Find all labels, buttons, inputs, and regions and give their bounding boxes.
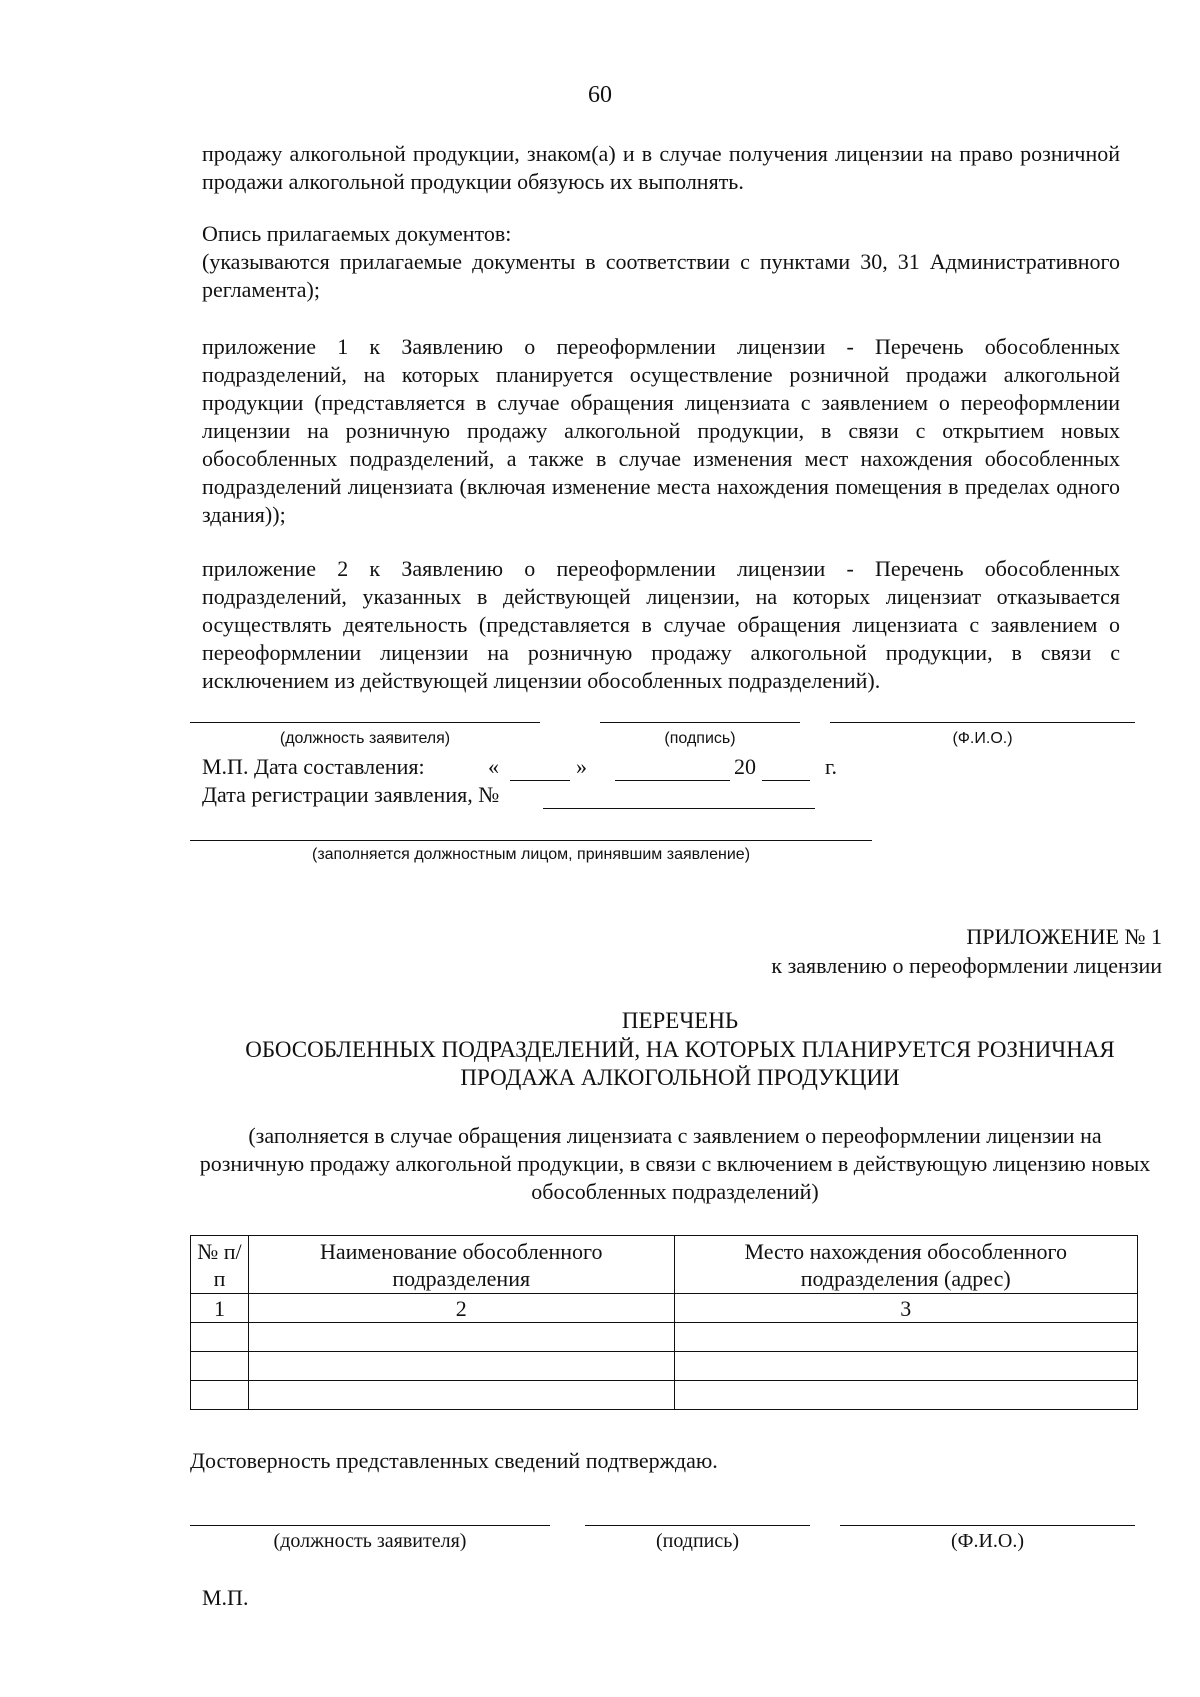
- list-title-line-2: ОБОСОБЛЕННЫХ ПОДРАЗДЕЛЕНИЙ, НА КОТОРЫХ ПЛАНИРУЕТСЯ РОЗНИЧНАЯ: [245, 1037, 1115, 1062]
- paragraph-appendix-2: приложение 2 к Заявлению о переоформлении лицензии - Перечень обособленных подразделений, указанных в действующей лицензии, на которых лицензиат отказывается осуществлять деятельность (представляется в случае обращения лицензиата с заявлением о переоформлении лицензии на розничную продажу алкогольной продукции, в связи с исключением из действующей лицензии обособленных подразделений).: [202, 556, 1120, 693]
- quote-open: «: [488, 754, 499, 779]
- name-signature-line-2: [840, 1525, 1135, 1526]
- page-number: 60: [588, 82, 612, 108]
- table-cell[interactable]: [191, 1381, 249, 1410]
- header-name: Наименование обособленного подразделения: [248, 1236, 674, 1294]
- paragraph-obligation: продажу алкогольной продукции, знаком(а) и в случае получения лицензии на право розничной продажи алкогольной продукции обязуюсь их выполнять.: [202, 141, 1120, 194]
- table-cell[interactable]: [248, 1352, 674, 1381]
- position-caption-2: (должность заявителя): [273, 1530, 467, 1552]
- official-caption: (заполняется должностным лицом, принявшим заявление): [311, 846, 751, 863]
- appendix-label: ПРИЛОЖЕНИЕ № 1: [966, 924, 1162, 949]
- quote-close: »: [576, 754, 587, 779]
- numbering-cell-2: 2: [248, 1294, 674, 1323]
- name-caption: (Ф.И.О.): [952, 730, 1013, 747]
- day-field-line[interactable]: [510, 780, 570, 781]
- official-line: [190, 840, 872, 841]
- confirmation-text: Достоверность представленных сведений подтверждаю.: [190, 1448, 718, 1473]
- name-signature-line: [830, 722, 1135, 723]
- table-cell[interactable]: [674, 1352, 1138, 1381]
- table-cell[interactable]: [674, 1381, 1138, 1410]
- registration-field-line[interactable]: [543, 808, 815, 809]
- registration-label: Дата регистрации заявления, №: [202, 782, 500, 807]
- documents-list-title: Опись прилагаемых документов:: [202, 221, 512, 246]
- position-signature-line-2: [190, 1525, 550, 1526]
- numbering-cell-3: 3: [674, 1294, 1138, 1323]
- compilation-date-label: М.П. Дата составления:: [202, 754, 425, 779]
- year-prefix: 20: [734, 754, 756, 779]
- documents-list-body: (указываются прилагаемые документы в соответствии с пунктами 30, 31 Административного регламента);: [202, 249, 1120, 302]
- list-title: ПЕРЕЧЕНЬ: [621, 1008, 739, 1033]
- name-caption-2: (Ф.И.О.): [950, 1530, 1024, 1552]
- table-cell[interactable]: [248, 1323, 674, 1352]
- signature-line: [600, 722, 800, 723]
- table-cell[interactable]: [191, 1352, 249, 1381]
- list-title-line-3: ПРОДАЖА АЛКОГОЛЬНОЙ ПРОДУКЦИИ: [460, 1065, 900, 1090]
- table-cell[interactable]: [191, 1323, 249, 1352]
- table-cell[interactable]: [248, 1381, 674, 1410]
- month-field-line[interactable]: [615, 780, 730, 781]
- list-note: (заполняется в случае обращения лицензиата с заявлением о переоформлении лицензии на розничную продажу алкогольной продукции, в связи с включением в действующую лицензию новых обособленных подразделений): [199, 1123, 1151, 1204]
- subdivisions-table: [190, 1235, 1138, 1410]
- table-cell[interactable]: [674, 1323, 1138, 1352]
- header-number: № п/п: [191, 1236, 249, 1294]
- signature-line-2: [585, 1525, 810, 1526]
- numbering-cell-1: 1: [191, 1294, 249, 1323]
- position-signature-line: [190, 722, 540, 723]
- appendix-subtitle: к заявлению о переоформлении лицензии: [771, 953, 1162, 978]
- paragraph-appendix-1: приложение 1 к Заявлению о переоформлении лицензии - Перечень обособленных подразделений, на которых планируется осуществление розничной продажи алкогольной продукции (представляется в случае обращения лицензиата с заявлением о переоформлении лицензии на розничную продажу алкогольной продукции, в связи с открытием новых обособленных подразделений, а также в случае изменения мест нахождения обособленных подразделений лицензиата (включая изменение места нахождения помещения в пределах одного здания));: [202, 334, 1120, 527]
- signature-caption: (подпись): [664, 730, 736, 747]
- stamp-label: М.П.: [202, 1585, 249, 1610]
- signature-caption-2: (подпись): [655, 1530, 740, 1552]
- position-caption: (должность заявителя): [279, 730, 451, 747]
- year-field-line[interactable]: [762, 780, 810, 781]
- year-suffix: г.: [825, 754, 838, 779]
- header-address: Место нахождения обособленного подразделения (адрес): [674, 1236, 1138, 1294]
